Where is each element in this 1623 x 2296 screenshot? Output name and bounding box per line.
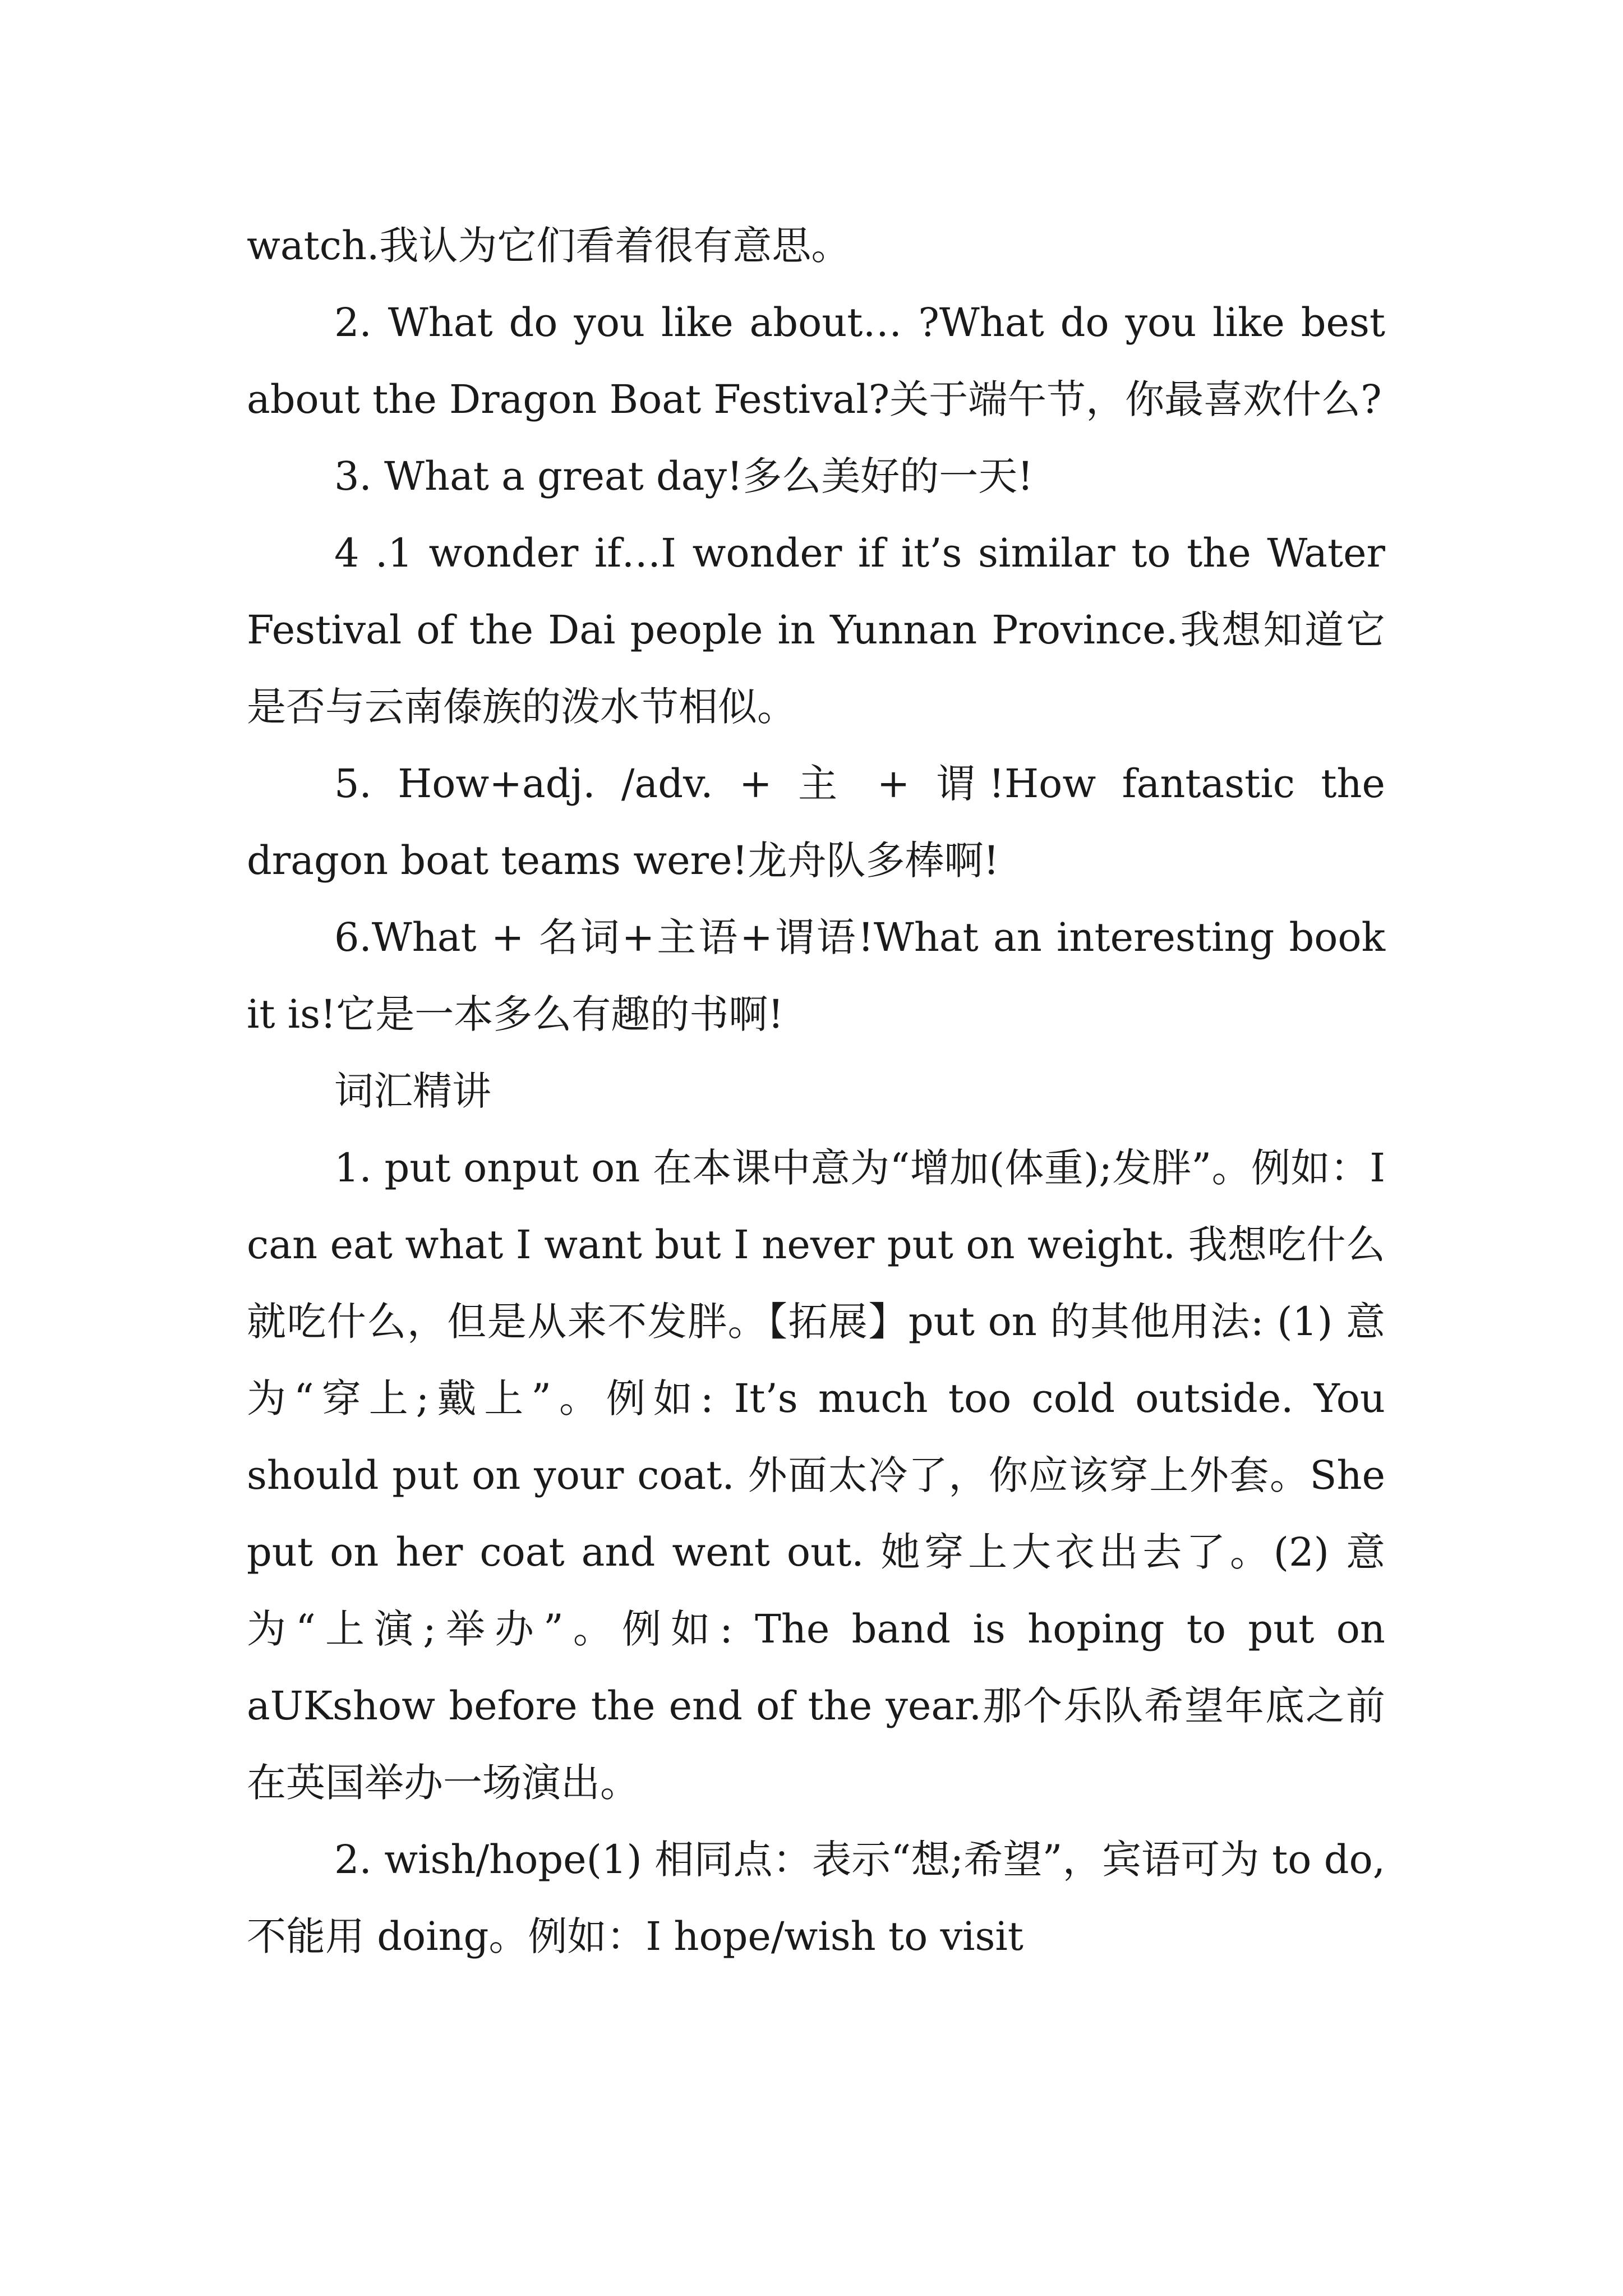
paragraph-item-2: 2. What do you like about… ?What do you like best about the Dragon Boat Festival?关于端午节，你最喜欢什么?: [247, 300, 1385, 422]
paragraph-item-5: 5. How+adj. /adv. + 主 + 谓!How fantastic the dragon boat teams were!龙舟队多棒啊!: [247, 761, 1385, 884]
paragraph-item-3: 3. What a great day!多么美好的一天!: [334, 453, 1034, 499]
document-body: [247, 208, 1385, 1975]
paragraph-item-6: 6.What + 名词+主语+谓语!What an interesting book it is!它是一本多么有趣的书啊!: [247, 914, 1385, 1037]
paragraph-vocab-wish-hope: 2. wish/hope(1) 相同点：表示“想;希望”，宾语可为 to do,不能用 doing。例如：I hope/wish to visit: [247, 1837, 1385, 1959]
paragraph-item-4: 4 .1 wonder if…I wonder if it’s similar to the Water Festival of the Dai people in Yunnan Province.我想知道它是否与云南傣族的泼水节相似。: [247, 530, 1385, 730]
paragraph-continuation: watch.我认为它们看着很有意思。: [247, 223, 851, 269]
paragraph-vocab-put-on: 1. put onput on 在本课中意为“增加(体重);发胖”。例如：I can eat what I want but I never put on weight. 我想吃什么就吃什么，但是从来不发胖。【拓展】put on 的其他用法: (1) 意为“穿上;戴上”。例如: It’s much too cold outside. You should put on your coat. 外面太冷了，你应该穿上外套。She put on her coat and went out. 她穿上大衣出去了。(2) 意为“上演;举办”。例如: The band is hoping to put on aUKshow before the end of the year.那个乐队希望年底之前在英国举办一场演出。: [247, 1145, 1385, 1806]
section-heading-vocabulary: 词汇精讲: [334, 1068, 491, 1114]
